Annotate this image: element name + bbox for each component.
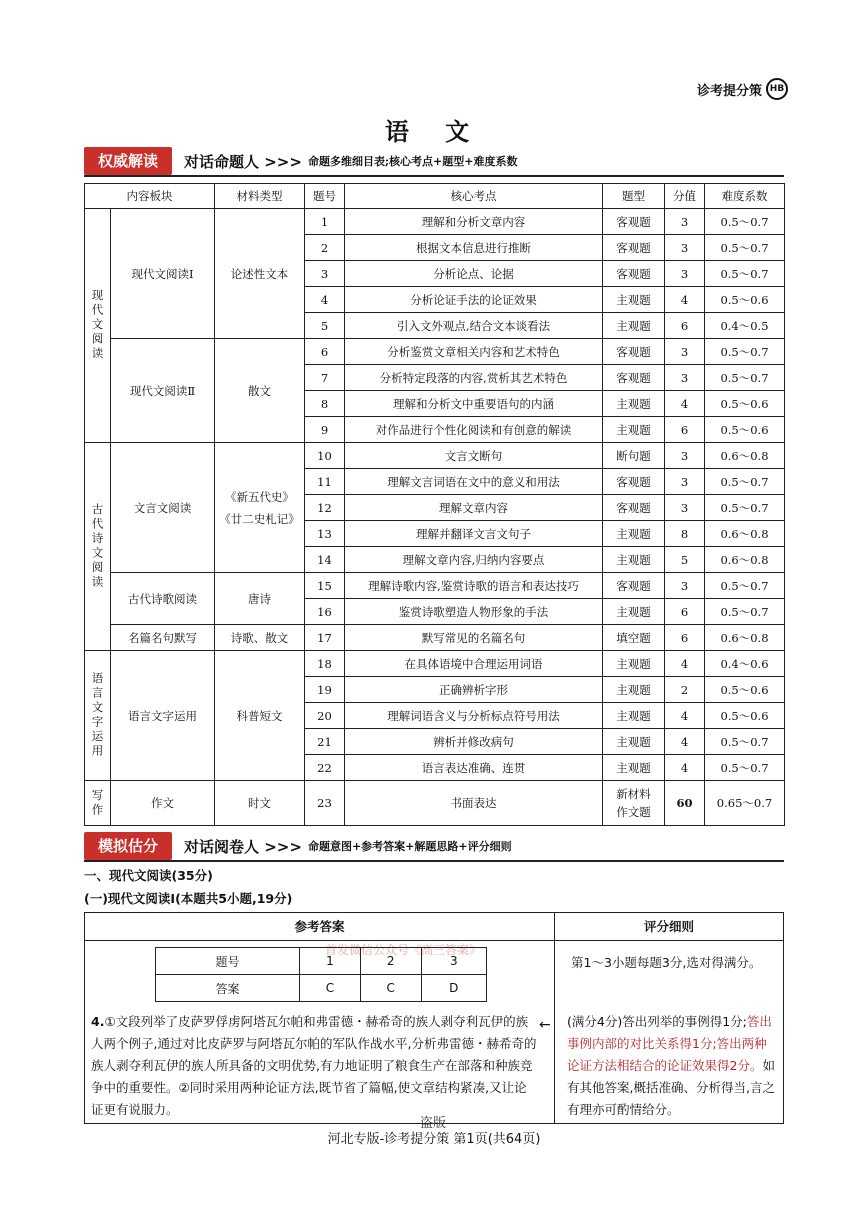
type-cell: 主观题 [603,651,665,677]
section-main: 对话阅卷人 >>> [184,837,302,856]
score-cell: 4 [665,729,705,755]
type-cell: 主观题 [603,677,665,703]
point-cell: 默写常见的名篇名句 [345,625,603,651]
score-cell: 3 [665,573,705,599]
point-cell: 分析特定段落的内容,赏析其艺术特色 [345,365,603,391]
answer-mini-table [155,947,487,1002]
qno-cell: 2 [360,948,421,975]
score-cell: 6 [665,625,705,651]
answer-header: 参考答案 [85,913,555,941]
point-cell: 根据文本信息进行推断 [345,235,603,261]
score-cell: 3 [665,235,705,261]
point-cell: 理解诗歌内容,鉴赏诗歌的语言和表达技巧 [345,573,603,599]
difficulty-cell: 0.5～0.7 [705,755,785,781]
group-cell: 古代诗文阅读 [85,443,111,651]
type-cell: 主观题 [603,599,665,625]
answer-box [84,912,784,1124]
difficulty-cell: 0.5～0.6 [705,287,785,313]
point-cell: 理解文章内容,归纳内容要点 [345,547,603,573]
qno-cell: 16 [305,599,345,625]
score-cell: 6 [665,313,705,339]
type-cell: 填空题 [603,625,665,651]
score-cell: 3 [665,261,705,287]
type-cell: 主观题 [603,547,665,573]
rubric-header: 评分细则 [555,913,783,941]
subpart-heading: (一)现代文阅读Ⅰ(本题共5小题,19分) [84,891,293,906]
section-tag: 权威解读 [84,147,172,175]
score-cell: 3 [665,443,705,469]
header-cell: 难度系数 [705,184,785,209]
score-cell: 4 [665,703,705,729]
difficulty-cell: 0.5～0.7 [705,469,785,495]
score-cell: 3 [665,469,705,495]
section-main: 对话命题人 >>> [184,152,302,171]
qno-cell: 1 [300,948,361,975]
point-cell: 在具体语境中合理运用词语 [345,651,603,677]
row-label: 题号 [156,948,300,975]
q4-text: ①文段列举了皮萨罗俘虏阿塔瓦尔帕和弗雷德・赫希奇的族人剥夺利瓦伊的族人两个例子,通过对比皮萨罗与阿塔瓦尔帕的军队作战水平,分析弗雷德・赫希奇的族人剥夺利瓦伊的族人所具备的文明优势,有力地证明了粮食生产在部落和种族竞争中的重要性。②同时采用两种论证方法,既节省了篇幅,使文章结构紧凑,又让论证更有说服力。 [91,1014,537,1117]
score-cell: 3 [665,339,705,365]
qno-cell: 2 [305,235,345,261]
row-label: 答案 [156,975,300,1002]
footer-mark: 盗版 [420,1116,447,1131]
brand-logo-icon: HB [766,78,788,100]
material-cell: 诗歌、散文 [215,625,305,651]
point-cell: 分析论点、论据 [345,261,603,287]
type-cell: 断句题 [603,443,665,469]
table-header-row [85,184,785,209]
point-cell: 理解文言词语在文中的意义和用法 [345,469,603,495]
section-sub: 命题多维细目表;核心考点+题型+难度系数 [307,155,518,168]
sub-cell: 名篇名句默写 [111,625,215,651]
point-cell: 辨析并修改病句 [345,729,603,755]
difficulty-cell: 0.5～0.7 [705,599,785,625]
point-cell: 鉴赏诗歌塑造人物形象的手法 [345,599,603,625]
type-cell: 客观题 [603,365,665,391]
difficulty-cell: 0.5～0.7 [705,495,785,521]
point-cell: 文言文断句 [345,443,603,469]
answer-cell: D [421,975,486,1002]
qno-cell: 17 [305,625,345,651]
sub-cell: 古代诗歌阅读 [111,573,215,625]
type-cell: 主观题 [603,703,665,729]
score-cell: 4 [665,287,705,313]
table-row [85,651,785,677]
difficulty-cell: 0.5～0.7 [705,365,785,391]
score-cell: 3 [665,365,705,391]
answer-cell: C [300,975,361,1002]
footer: 河北专版-诊考提分策 第1页(共64页) [327,1132,541,1147]
section-bar-simulation [84,832,784,862]
part-heading: 一、现代文阅读(35分) [84,868,213,883]
rubric-rule-2a: (满分4分)答出列举的事例得1分; [567,1014,747,1029]
type-cell: 客观题 [603,261,665,287]
difficulty-cell: 0.65～0.7 [705,781,785,826]
difficulty-cell: 0.5～0.7 [705,261,785,287]
qno-cell: 23 [305,781,345,826]
sub-cell: 现代文阅读Ⅱ [111,339,215,443]
difficulty-cell: 0.6～0.8 [705,521,785,547]
page-title: 语 文 [384,117,484,146]
table-row [156,975,487,1002]
difficulty-cell: 0.5～0.7 [705,339,785,365]
qno-cell: 11 [305,469,345,495]
header-cell: 内容板块 [85,184,215,209]
material-cell: 《新五代史》 《廿二史札记》 [215,443,305,573]
qno-cell: 5 [305,313,345,339]
type-cell: 主观题 [603,755,665,781]
table-row [85,573,785,599]
type-cell: 客观题 [603,209,665,235]
difficulty-cell: 0.5～0.6 [705,703,785,729]
difficulty-cell: 0.4～0.6 [705,651,785,677]
table-row [85,209,785,235]
difficulty-cell: 0.5～0.7 [705,235,785,261]
brand-text: 诊考提分策 [696,83,762,99]
score-cell: 60 [665,781,705,826]
point-cell: 理解并翻译文言文句子 [345,521,603,547]
type-cell: 主观题 [603,391,665,417]
header-cell: 分值 [665,184,705,209]
difficulty-cell: 0.5～0.6 [705,417,785,443]
difficulty-cell: 0.5～0.6 [705,677,785,703]
point-cell: 理解文章内容 [345,495,603,521]
difficulty-cell: 0.6～0.8 [705,547,785,573]
qno-cell: 3 [421,948,486,975]
group-cell: 语言文字运用 [85,651,111,781]
q4-answer [91,1011,539,1121]
qno-cell: 22 [305,755,345,781]
group-cell: 现代文阅读 [85,209,111,443]
difficulty-cell: 0.5～0.7 [705,209,785,235]
type-cell: 客观题 [603,495,665,521]
table-row [85,625,785,651]
type-cell: 主观题 [603,287,665,313]
point-cell: 对作品进行个性化阅读和有创意的解读 [345,417,603,443]
qno-cell: 8 [305,391,345,417]
score-cell: 3 [665,209,705,235]
qno-cell: 15 [305,573,345,599]
score-cell: 5 [665,547,705,573]
difficulty-cell: 0.4～0.5 [705,313,785,339]
header-cell: 题号 [305,184,345,209]
header-cell: 题型 [603,184,665,209]
answer-cell: C [360,975,421,1002]
section-sub: 命题意图+参考答案+解题思路+评分细则 [307,840,512,853]
section-tag: 模拟估分 [84,832,172,860]
qno-cell: 6 [305,339,345,365]
arrow-left-icon: ← [539,1017,551,1033]
qno-cell: 20 [305,703,345,729]
difficulty-cell: 0.6～0.8 [705,625,785,651]
rubric-rule-1: 第1～3小题每题3分,选对得满分。 [571,955,762,970]
point-cell: 分析论证手法的论证效果 [345,287,603,313]
point-cell: 理解和分析文章内容 [345,209,603,235]
point-cell: 引入文外观点,结合文本谈看法 [345,313,603,339]
type-cell: 客观题 [603,573,665,599]
header-cell: 材料类型 [215,184,305,209]
column-divider [554,941,555,1123]
qno-cell: 18 [305,651,345,677]
material-cell: 科普短文 [215,651,305,781]
difficulty-cell: 0.5～0.6 [705,391,785,417]
qno-cell: 3 [305,261,345,287]
brand [697,78,788,100]
table-row [85,443,785,469]
sub-cell: 语言文字运用 [111,651,215,781]
sub-cell: 文言文阅读 [111,443,215,573]
score-cell: 2 [665,677,705,703]
material-cell: 唐诗 [215,573,305,625]
q4-number: 4. [91,1014,105,1029]
type-cell: 主观题 [603,521,665,547]
difficulty-cell: 0.5～0.7 [705,573,785,599]
table-row [85,339,785,365]
point-cell: 正确辨析字形 [345,677,603,703]
qno-cell: 9 [305,417,345,443]
score-cell: 3 [665,495,705,521]
material-cell: 散文 [215,339,305,443]
score-cell: 4 [665,391,705,417]
material-cell: 时文 [215,781,305,826]
qno-cell: 10 [305,443,345,469]
rubric-rule-2 [567,1011,779,1121]
qno-cell: 21 [305,729,345,755]
qno-cell: 14 [305,547,345,573]
score-cell: 6 [665,599,705,625]
score-cell: 4 [665,651,705,677]
type-cell: 客观题 [603,339,665,365]
score-cell: 8 [665,521,705,547]
spec-table [84,183,785,826]
header-cell: 核心考点 [345,184,603,209]
qno-cell: 4 [305,287,345,313]
type-cell: 新材料 作文题 [603,781,665,826]
sub-cell: 作文 [111,781,215,826]
difficulty-cell: 0.5～0.7 [705,729,785,755]
type-cell: 主观题 [603,417,665,443]
type-cell: 主观题 [603,313,665,339]
type-cell: 客观题 [603,469,665,495]
point-cell: 语言表达准确、连贯 [345,755,603,781]
difficulty-cell: 0.6～0.8 [705,443,785,469]
type-cell: 客观题 [603,235,665,261]
group-cell: 写作 [85,781,111,826]
qno-cell: 12 [305,495,345,521]
watermark: 首发微信公众号《高三答案》 [325,943,482,957]
rubric-rule-2b: 答出事例内部的对比关系得1分;答出两种论证方法相结合的论证效果得2分。 [567,1014,772,1073]
table-row [85,781,785,826]
type-cell: 主观题 [603,729,665,755]
point-cell: 分析鉴赏文章相关内容和艺术特色 [345,339,603,365]
qno-cell: 7 [305,365,345,391]
qno-cell: 1 [305,209,345,235]
sub-cell: 现代文阅读Ⅰ [111,209,215,339]
section-bar-authority [84,147,784,177]
score-cell: 6 [665,417,705,443]
point-cell: 理解和分析文中重要语句的内涵 [345,391,603,417]
rubric-rule-2c: 如有其他答案,概括准确、分析得当,言之有理亦可酌情给分。 [567,1058,775,1117]
score-cell: 4 [665,755,705,781]
material-cell: 论述性文本 [215,209,305,339]
qno-cell: 13 [305,521,345,547]
point-cell: 书面表达 [345,781,603,826]
qno-cell: 19 [305,677,345,703]
point-cell: 理解词语含义与分析标点符号用法 [345,703,603,729]
table-row [156,948,487,975]
